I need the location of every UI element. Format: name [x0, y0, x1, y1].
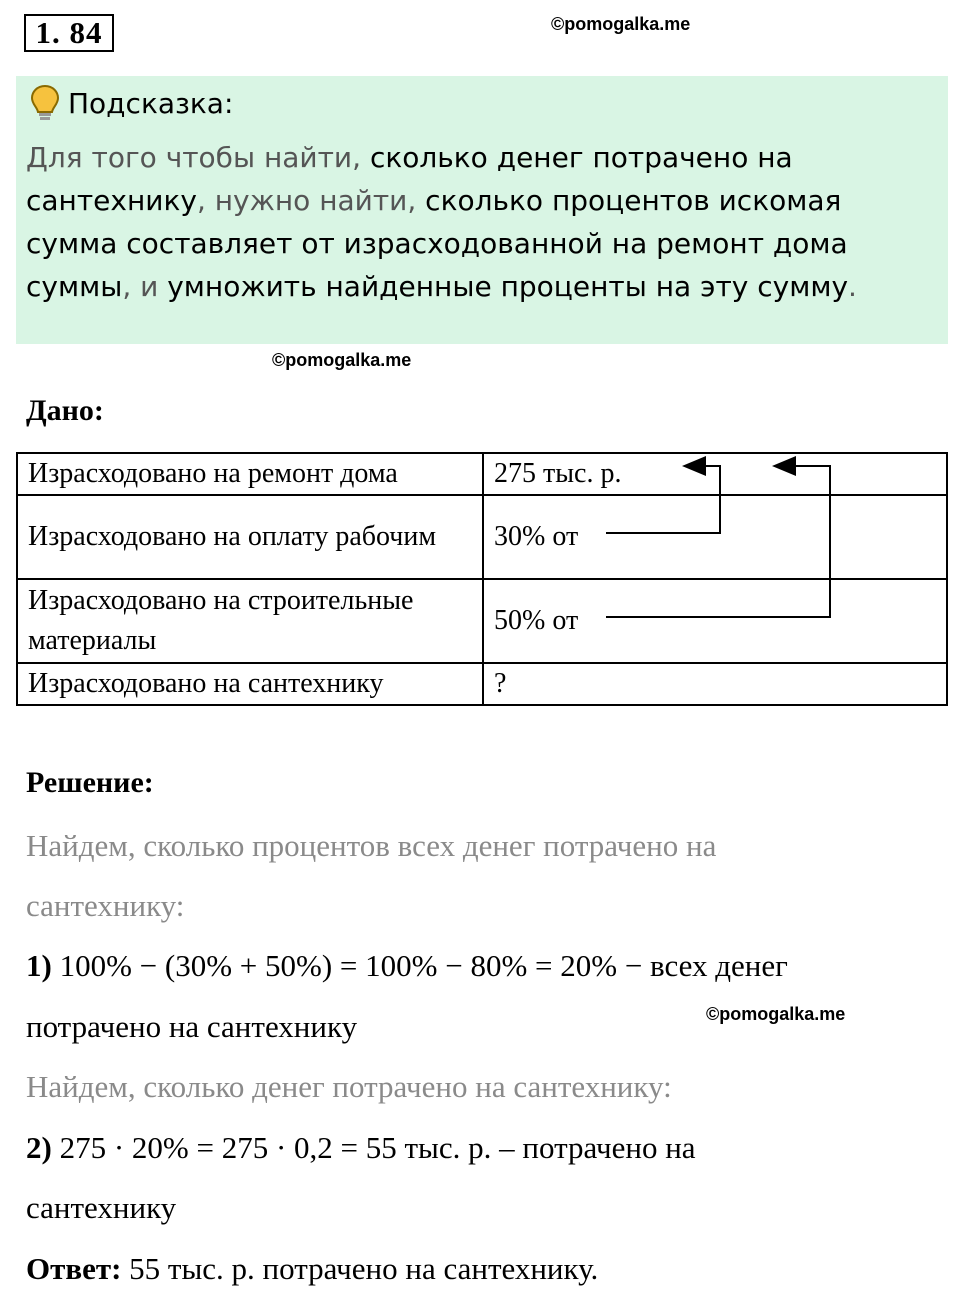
watermark-top: ©pomogalka.me [551, 14, 691, 34]
solution-step-2 [26, 1128, 696, 1168]
table-row [17, 453, 947, 495]
solution-intro-1: Найдем, сколько процентов всех денег потрачено на [26, 828, 717, 863]
hint-box [16, 76, 948, 344]
given-title: Дано: [26, 394, 104, 427]
solution-title: Решение: [26, 766, 154, 799]
answer [26, 1249, 598, 1289]
step-text: 275 · 20% = 275 · 0,2 = 55 тыс. р. – потрачено на [51, 1130, 696, 1165]
row-label: Израсходовано на строительные материалы [17, 579, 483, 663]
row-label: Израсходовано на ремонт дома [17, 453, 483, 495]
hint-text-part: , нужно найти, [196, 184, 426, 217]
table-row [17, 495, 947, 579]
hint-text-part: . [848, 270, 857, 303]
solution-step-1b: потрачено на сантехнику [26, 1009, 358, 1044]
row-label: Израсходовано на оплату рабочим [17, 495, 483, 579]
table-row [17, 579, 947, 663]
hint-text-part: , и [122, 270, 168, 303]
row-value: ? [483, 663, 947, 705]
given-table [16, 452, 948, 706]
step-number: 2) [26, 1130, 52, 1165]
hint-text-part: Для того чтобы найти, [26, 141, 370, 174]
hint-text [26, 136, 938, 308]
solution-intro-1b: сантехнику: [26, 888, 185, 923]
hint-text-emphasis: сколько процентов искомая сумма составляет от израсходованной на ремонт дома суммы [26, 184, 848, 303]
row-value: 275 тыс. р. [483, 453, 947, 495]
answer-label: Ответ: [26, 1251, 122, 1286]
row-value: 30% от [483, 495, 947, 579]
solution-intro-2: Найдем, сколько денег потрачено на сантехнику: [26, 1069, 672, 1104]
hint-title-text: Подсказка: [68, 86, 234, 120]
solution-step-2b: сантехнику [26, 1190, 177, 1225]
table-row [17, 663, 947, 705]
problem-number: 1. 84 [24, 14, 114, 52]
hint-text-emphasis: умножить найденные проценты на эту сумму [167, 270, 849, 303]
solution-step-1 [26, 946, 788, 986]
row-label: Израсходовано на сантехнику [17, 663, 483, 705]
answer-text: 55 тыс. р. потрачено на сантехнику. [121, 1251, 599, 1286]
watermark-bottom: ©pomogalka.me [706, 1004, 846, 1024]
step-text: 100% − (30% + 50%) = 100% − 80% = 20% − всех денег [51, 948, 788, 983]
lightbulb-icon [30, 84, 60, 122]
row-value: 50% от [483, 579, 947, 663]
step-number: 1) [26, 948, 52, 983]
hint-title [30, 84, 233, 122]
hint-text-emphasis: сколько денег потрачено на сантехнику [26, 141, 793, 217]
watermark-middle: ©pomogalka.me [272, 350, 412, 370]
